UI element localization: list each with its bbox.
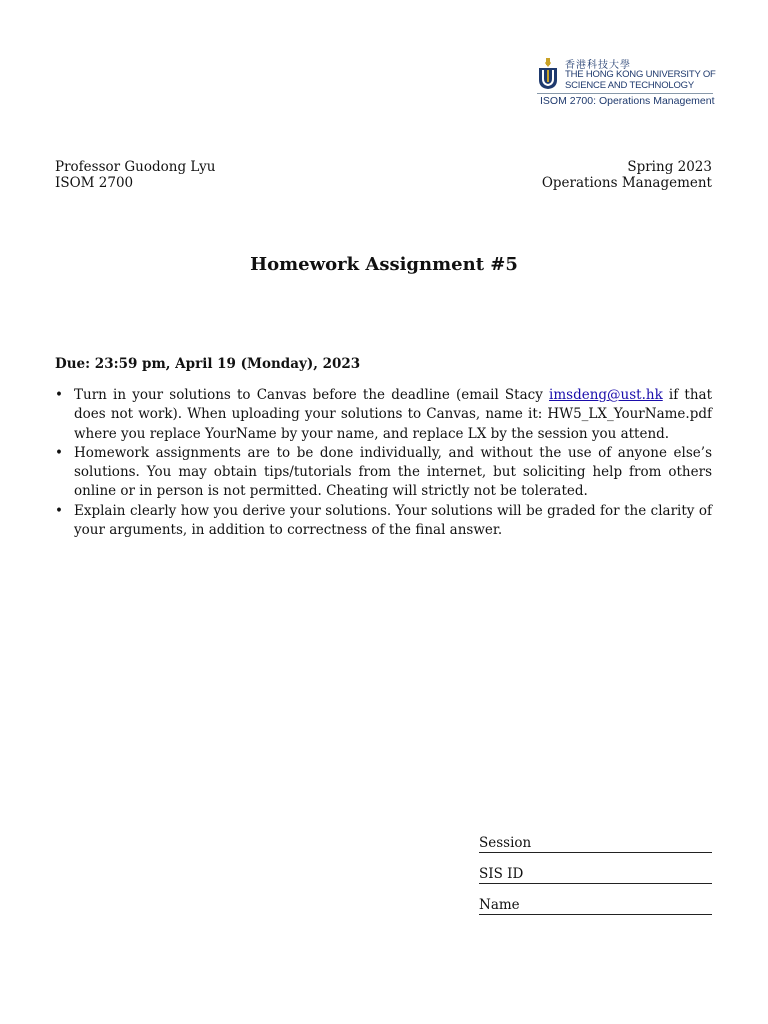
instruction-3: Explain clearly how you derive your solutions. Your solutions will be graded for the clarity of your arguments, in addition to correctness of the final answer. bbox=[74, 502, 712, 539]
professor-name: Professor Guodong Lyu bbox=[55, 159, 216, 175]
instruction-1-after: if that does not work). When uploading your solutions to Canvas, name it: HW5_LX_YourName.pdf where you replace YourName by your name, and replace LX by the session you attend. bbox=[74, 387, 712, 442]
name-label: Name bbox=[479, 897, 520, 913]
list-item bbox=[55, 386, 712, 444]
session-label: Session bbox=[479, 835, 532, 851]
instruction-1-before: Turn in your solutions to Canvas before the deadline (email Stacy bbox=[74, 387, 550, 403]
logo-english-line1: THE HONG KONG UNIVERSITY OF bbox=[565, 69, 716, 80]
session-field[interactable] bbox=[479, 835, 712, 853]
header-left bbox=[55, 159, 215, 191]
course-code: ISOM 2700 bbox=[55, 175, 134, 191]
instruction-2: Homework assignments are to be done individually, and without the use of anyone else’s solutions. You may obtain tips/tutorials from the internet, but soliciting help from others online or in person is not permitted. Cheating will strictly not be tolerated. bbox=[74, 444, 712, 500]
name-field[interactable] bbox=[479, 897, 712, 915]
page-title: Homework Assignment #5 bbox=[250, 254, 518, 275]
logo-english-line2: SCIENCE AND TECHNOLOGY bbox=[565, 80, 694, 91]
list-item bbox=[55, 502, 712, 541]
term: Spring 2023 bbox=[627, 159, 712, 175]
logo-divider bbox=[537, 93, 713, 94]
due-date: Due: 23:59 pm, April 19 (Monday), 2023 bbox=[55, 356, 361, 372]
bullet-icon: • bbox=[55, 502, 63, 519]
sis-id-field[interactable] bbox=[479, 866, 712, 884]
header-right bbox=[542, 159, 712, 191]
university-emblem-icon bbox=[537, 58, 559, 90]
bullet-icon: • bbox=[55, 444, 63, 461]
course-name: Operations Management bbox=[541, 175, 712, 191]
bullet-icon: • bbox=[55, 387, 63, 403]
email-link[interactable]: imsdeng@ust.hk bbox=[549, 387, 663, 403]
hkust-logo bbox=[537, 56, 717, 108]
logo-course-line: ISOM 2700: Operations Management bbox=[540, 95, 715, 107]
list-item bbox=[55, 444, 712, 502]
sis-id-label: SIS ID bbox=[479, 866, 524, 882]
logo-chinese-name: 香港科技大學 bbox=[565, 60, 631, 71]
instructions-list bbox=[55, 386, 712, 540]
